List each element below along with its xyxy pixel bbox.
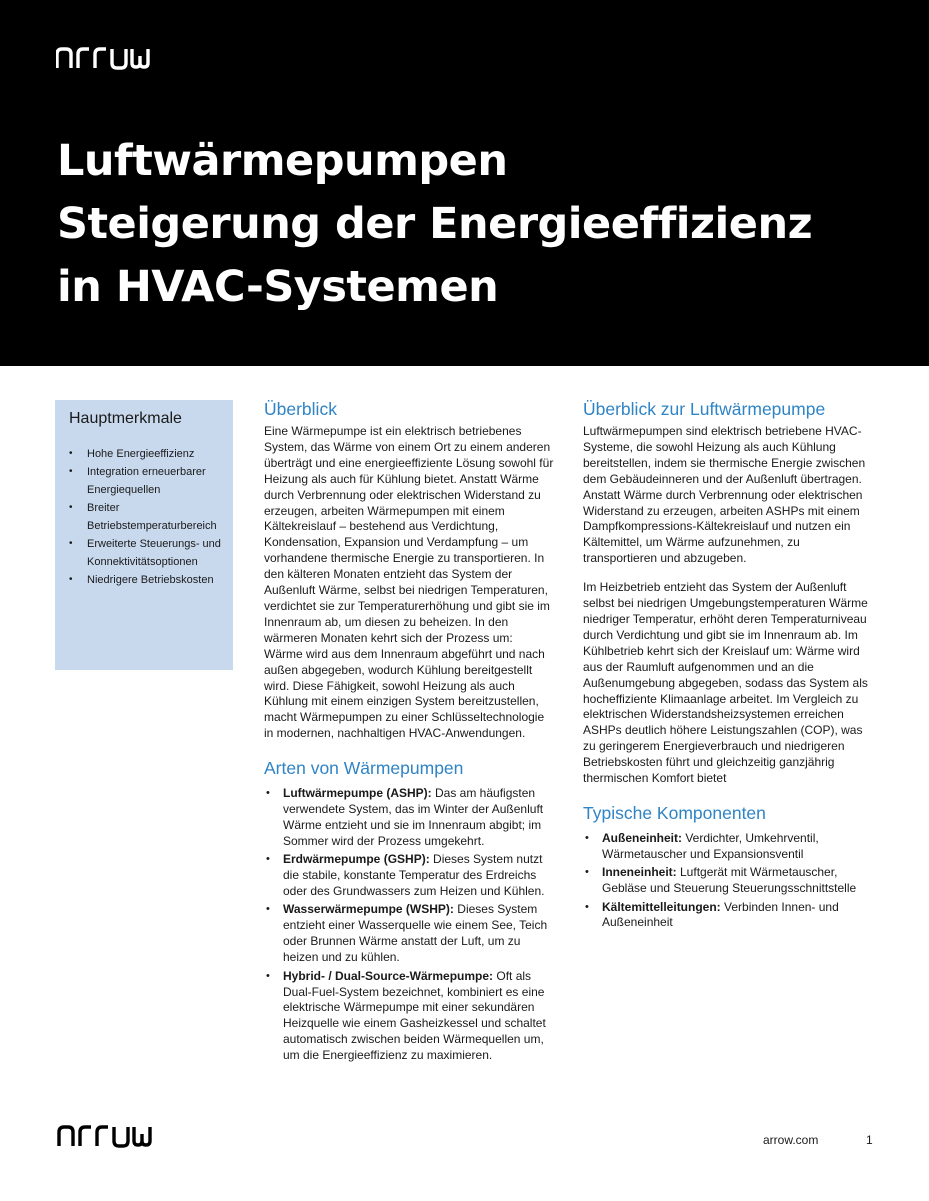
item-desc: Verdichter, Umkehrventil, Wärmetauscher und Expansionsventil <box>602 830 819 861</box>
types-list <box>264 786 554 1064</box>
item-term: Kältemittelleitungen: <box>602 899 721 914</box>
list-item <box>264 852 554 900</box>
list-item <box>264 786 554 850</box>
list-item: • Niedrigere Betriebskosten <box>69 571 229 589</box>
arrow-logo-footer <box>56 1124 166 1153</box>
item-term: Luftwärmepumpe (ASHP): <box>283 786 432 801</box>
ashp-paragraph-2: Im Heizbetrieb entzieht das System der Außenluft selbst bei niedrigen Umgebungstemperaturen Wärme niedriger Temperatur, erhöht deren Temperaturniveau durch Verdichtung und gibt sie im Innenraum ab. Im Kühlbetrieb kehrt sich der Kreislauf um: Wärme wird aus der Raumluft aufgenommen und an die Außenumgebung abgegeben, sodass das System als hocheffiziente Klimaanlage arbeitet. Im Vergleich zu elektrischen Widerstandsheizsystemen erreichen ASHPs deutlich höhere Leistungszahlen (COP), was zu geringerem Energieverbrauch und niedrigeren Betriebskosten führt und gleichzeitig ganzjährig thermischen Komfort bietet <box>583 580 868 786</box>
arrow-logo <box>56 46 162 75</box>
title-line-1: Luftwärmepumpen <box>57 136 508 186</box>
item-desc: Oft als Dual-Fuel-System bezeichnet, kombiniert es eine elektrische Wärmepumpe mit einer sekundären Heizquelle wie einem Gasheizkessel und schaltet automatisch zwischen beiden Wärmequellen um, um die Energieeffizienz zu maximieren. <box>283 968 546 1063</box>
item-term: Außeneinheit: <box>602 830 682 845</box>
ashp-paragraph-1: Luftwärmepumpen sind elektrisch betriebene HVAC-Systeme, die sowohl Heizung als auch Kühlung bereitstellen, indem sie thermische Energie zwischen dem Gebäudeinneren und der Außenluft übertragen. Anstatt Wärme durch Verbrennung oder elektrischen Widerstand zu erzeugen, arbeiten ASHPs mit einem Dampfkompressions-Kältekreislauf und nutzen ein Kältemittel, um Wärme aufzunehmen, zu transportieren und abzugeben. <box>583 424 866 566</box>
item-desc: Luftgerät mit Wärmetauscher, Gebläse und Steuerung Steuerungsschnittstelle <box>602 865 857 896</box>
arrow-logo-graphic <box>56 46 162 70</box>
item-desc: Das am häufigsten verwendete System, das im Winter der Außenluft Wärme entzieht und sie im Innenraum abgibt; im Sommer wird der Prozess umgekehrt. <box>283 786 544 848</box>
column-right <box>583 397 873 934</box>
item-term: Wasserwärmepumpe (WSHP): <box>283 902 454 917</box>
list-item: • Erweiterte Steuerungs- und Konnektivitätsoptionen <box>69 535 229 571</box>
column-left <box>264 397 554 1067</box>
title-line-2: Steigerung der Energieeffizienz <box>57 199 813 249</box>
item-term: Hybrid- / Dual-Source-Wärmepumpe: <box>283 968 494 983</box>
overview-text: Eine Wärmepumpe ist ein elektrisch betriebenes System, das Wärme von einem Ort zu einem anderen überträgt und eine energieeffiziente Lösung sowohl für Heizung als auch für Kühlung bietet. Anstatt Wärme durch Verbrennung oder elektrischen Widerstand zu erzeugen, arbeiten Wärmepumpen mit einem Kältekreislauf – bestehend aus Verdichtung, Kondensation, Expansion und Verdampfung – um vorhandene thermische Energie zu transportieren. In den kälteren Monaten entzieht das System der Außenluft Wärme, selbst bei niedrigen Temperaturen, verdichtet sie zur Temperaturerhöhung und gibt sie im Innenraum ab, um diesen zu beheizen. In den wärmeren Monaten kehrt sich der Prozess um: Wärme wird aus dem Innenraum abgeführt und nach außen abgegeben, wodurch Kühlung bereitgestellt wird. Diese Fähigkeit, sowohl Heizung als auch Kühlung mit einem einzigen System bereitzustellen, macht Wärmepumpen zu einer Schlüsseltechnologie in modernen, nachhaltigen HVAC-Anwendungen. <box>264 424 554 741</box>
key-features-list <box>69 445 229 589</box>
footer-url[interactable]: arrow.com <box>763 1133 819 1147</box>
item-desc: Dieses System nutzt die stabile, konstante Temperatur des Erdreichs oder des Grundwassers zum Heizen und Kühlen. <box>283 852 545 899</box>
item-desc: Dieses System entzieht einer Wasserquelle wie einem See, Teich oder Brunnen Wärme anstatt der Luft, um zu heizen und zu kühlen. <box>283 902 548 965</box>
item-term: Inneneinheit: <box>602 865 677 880</box>
page-title <box>57 130 812 319</box>
item-term: Erdwärmepumpe (GSHP): <box>283 852 430 867</box>
page-number: 1 <box>866 1133 873 1147</box>
list-item: • Hohe Energieeffizienz <box>69 445 229 463</box>
list-item <box>264 902 554 966</box>
item-desc: Verbinden Innen- und Außeneinheit <box>602 899 839 930</box>
arrow-logo-footer-graphic <box>56 1124 166 1148</box>
overview-heading: Überblick <box>264 399 337 419</box>
types-heading: Arten von Wärmepumpen <box>264 758 464 779</box>
key-features-title: Hauptmerkmale <box>69 410 182 427</box>
list-item <box>264 969 554 1064</box>
title-line-3: in HVAC-Systemen <box>57 262 499 312</box>
list-item <box>583 900 873 932</box>
components-heading: Typische Komponenten <box>583 802 766 823</box>
list-item <box>583 831 873 863</box>
key-features-box <box>55 400 233 670</box>
list-item: • Breiter Betriebstemperaturbereich <box>69 499 229 535</box>
header-banner <box>0 0 929 366</box>
components-list <box>583 831 873 931</box>
list-item: • Integration erneuerbarer Energiequellen <box>69 463 229 499</box>
ashp-overview-heading: Überblick zur Luftwärmepumpe <box>583 399 826 419</box>
list-item <box>583 865 873 897</box>
